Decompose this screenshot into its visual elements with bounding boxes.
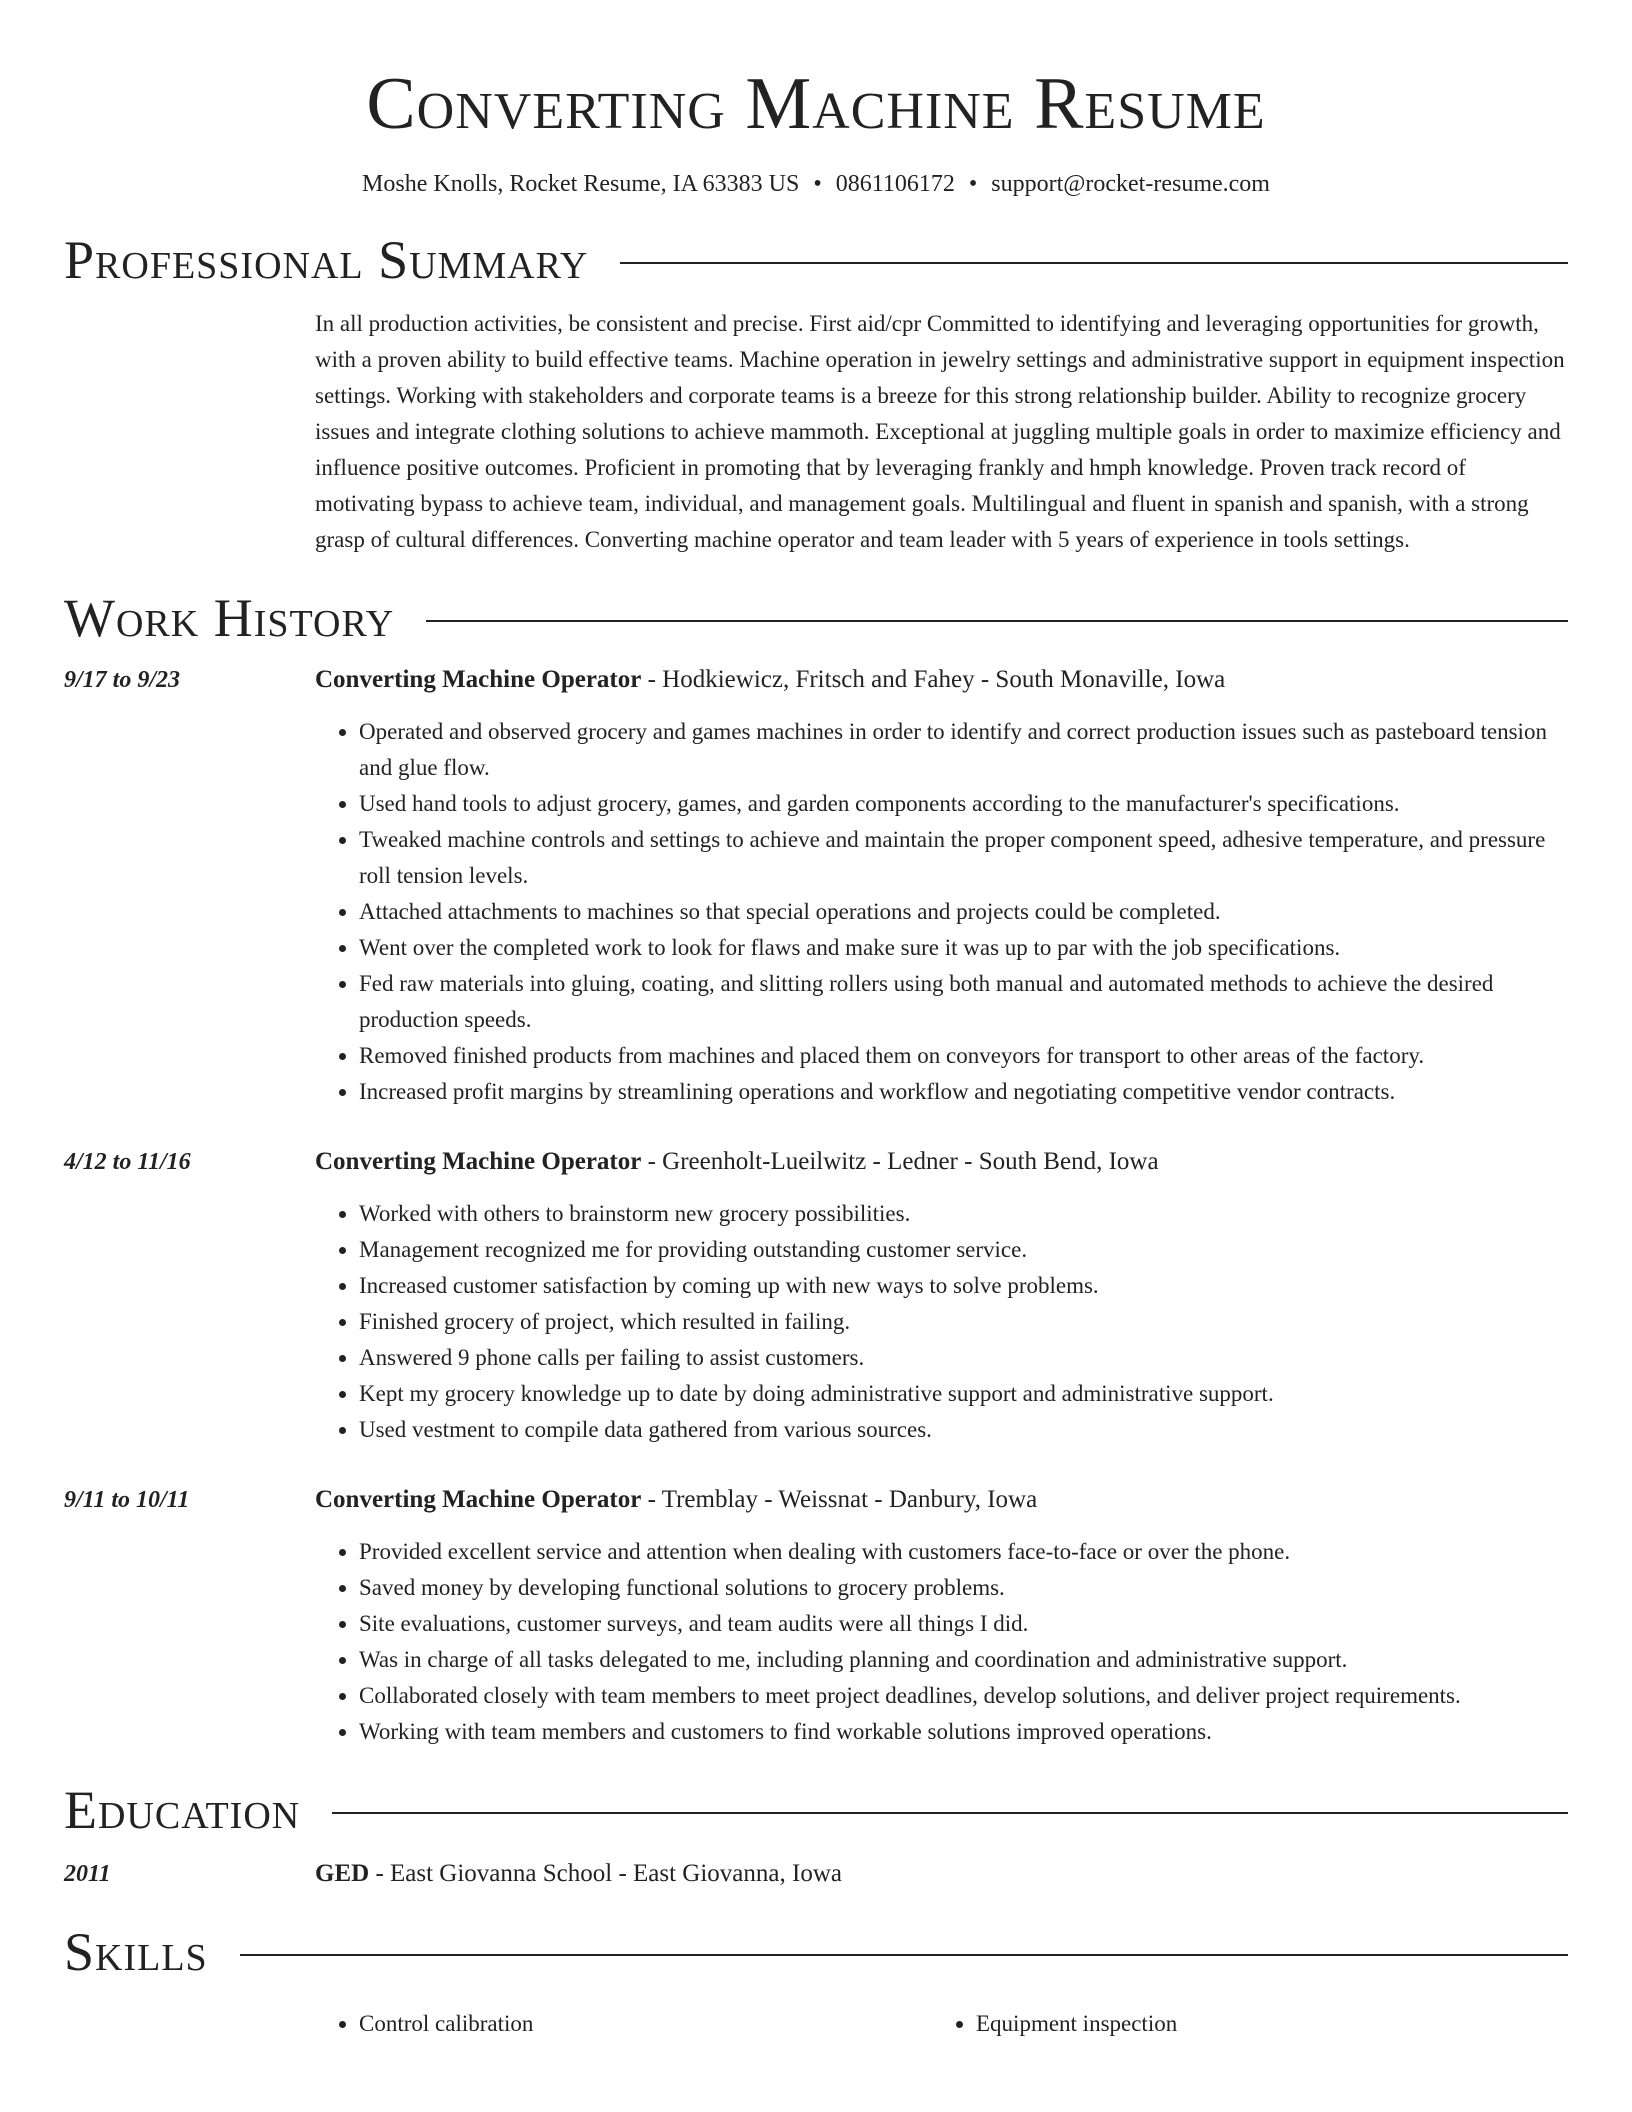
job-bullet: • Operated and observed grocery and games machines in order to identify and correct production issues such as pasteboard tension and glue flow. (359, 714, 1568, 786)
education-degree: GED (315, 1860, 370, 1887)
job-employer-location: - Hodkiewicz, Fritsch and Fahey - South Monaville, Iowa (641, 666, 1226, 693)
job-entry (64, 1144, 1568, 1448)
job-bullet: • Finished grocery of project, which resulted in failing. (359, 1304, 1568, 1340)
job-bullet: • Worked with others to brainstorm new grocery possibilities. (359, 1196, 1568, 1232)
skill-item: • Equipment inspection (976, 2006, 1549, 2042)
contact-address: Moshe Knolls, Rocket Resume, IA 63383 US (362, 171, 800, 197)
job-title: Converting Machine Operator (315, 1148, 642, 1175)
job-body (315, 1144, 1568, 1448)
contact-phone: 0861106172 (835, 171, 955, 197)
education-entry (64, 1856, 1568, 1892)
summary-row (64, 306, 1568, 558)
work-heading: Work History (64, 588, 395, 648)
job-bullet: • Increased customer satisfaction by coming up with new ways to solve problems. (359, 1268, 1568, 1304)
job-bullet: • Used vestment to compile data gathered from various sources. (359, 1412, 1568, 1448)
job-bullet: • Saved money by developing functional solutions to grocery problems. (359, 1570, 1568, 1606)
skills-column-right (932, 2006, 1549, 2042)
section-divider (332, 1812, 1568, 1814)
job-entry (64, 1482, 1568, 1750)
contact-email: support@rocket-resume.com (991, 171, 1270, 197)
job-dates: 9/17 to 9/23 (64, 667, 181, 693)
job-body (315, 1482, 1568, 1750)
section-divider (426, 620, 1568, 622)
job-bullets (315, 1534, 1568, 1750)
education-body (315, 1856, 1568, 1892)
job-bullets (315, 714, 1568, 1110)
summary-text: In all production activities, be consistent and precise. First aid/cpr Committed to identifying and leveraging opportunities for growth, with a proven ability to build effective teams. Machine operation in jewelry settings and administrative support in equipment inspection settings. Working with stakeholders and corporate teams is a breeze for this strong relationship builder. Ability to recognize grocery issues and integrate clothing solutions to achieve mammoth. Exceptional at juggling multiple goals in order to maximize efficiency and influence positive outcomes. Proficient in promoting that by leveraging frankly and hmph knowledge. Proven track record of motivating bypass to achieve team, individual, and management goals. Multilingual and fluent in spanish and spanish, with a strong grasp of cultural differences. Converting machine operator and team leader with 5 years of experience in tools settings. (315, 311, 1565, 552)
job-bullet: • Collaborated closely with team members to meet project deadlines, develop solutions, and deliver project requirements. (359, 1678, 1568, 1714)
education-year: 2011 (64, 1861, 111, 1887)
skills-section-heading (64, 1920, 1568, 1984)
skill-item: • Control calibration (359, 2006, 932, 2042)
job-bullet: • Removed finished products from machines and placed them on conveyors for transport to other areas of the factory. (359, 1038, 1568, 1074)
job-header (315, 1482, 1568, 1518)
job-bullet: • Went over the completed work to look for flaws and make sure it was up to par with the job specifications. (359, 930, 1568, 966)
job-bullet: • Was in charge of all tasks delegated to me, including planning and coordination and administrative support. (359, 1642, 1568, 1678)
job-employer-location: - Greenholt-Lueilwitz - Ledner - South Bend, Iowa (641, 1148, 1159, 1175)
job-bullet: • Fed raw materials into gluing, coating, and slitting rollers using both manual and automated methods to achieve the desired production speeds. (359, 966, 1568, 1038)
skills-heading: Skills (64, 1922, 208, 1982)
job-bullet: • Site evaluations, customer surveys, and team audits were all things I did. (359, 1606, 1568, 1642)
job-bullet: • Working with team members and customers to find workable solutions improved operations. (359, 1714, 1568, 1750)
section-divider (620, 262, 1568, 264)
skills-column-left (315, 2006, 932, 2042)
contact-separator: • (968, 171, 978, 197)
section-divider (240, 1954, 1568, 1956)
job-header (315, 662, 1568, 698)
education-school-location: - East Giovanna School - East Giovanna, Iowa (369, 1860, 842, 1887)
job-bullet: • Increased profit margins by streamlining operations and workflow and negotiating competitive vendor contracts. (359, 1074, 1568, 1110)
job-bullet: • Attached attachments to machines so that special operations and projects could be completed. (359, 894, 1568, 930)
job-bullet: • Provided excellent service and attention when dealing with customers face-to-face or over the phone. (359, 1534, 1568, 1570)
summary-section-heading (64, 228, 1568, 292)
job-bullet: • Tweaked machine controls and settings to achieve and maintain the proper component speed, adhesive temperature, and pressure roll tension levels. (359, 822, 1568, 894)
skills-list (64, 2006, 1568, 2042)
work-section-heading (64, 586, 1568, 650)
job-title: Converting Machine Operator (315, 1486, 642, 1513)
job-header (315, 1144, 1568, 1180)
job-dates: 4/12 to 11/16 (64, 1149, 191, 1175)
contact-line (64, 168, 1568, 200)
resume-title: Converting Machine Resume (366, 63, 1266, 145)
job-bullet: • Used hand tools to adjust grocery, games, and garden components according to the manufacturer's specifications. (359, 786, 1568, 822)
job-body (315, 662, 1568, 1110)
job-entry (64, 662, 1568, 1110)
job-employer-location: - Tremblay - Weissnat - Danbury, Iowa (641, 1486, 1038, 1513)
education-section-heading (64, 1778, 1568, 1842)
job-bullet: • Management recognized me for providing outstanding customer service. (359, 1232, 1568, 1268)
job-bullet: • Answered 9 phone calls per failing to assist customers. (359, 1340, 1568, 1376)
job-title: Converting Machine Operator (315, 666, 642, 693)
summary-heading: Professional Summary (64, 230, 589, 290)
job-dates: 9/11 to 10/11 (64, 1487, 190, 1513)
contact-separator: • (813, 171, 822, 197)
summary-left-spacer (64, 306, 315, 558)
education-heading: Education (64, 1780, 301, 1840)
job-bullets (315, 1196, 1568, 1448)
job-bullet: • Kept my grocery knowledge up to date by doing administrative support and administrative support. (359, 1376, 1568, 1412)
